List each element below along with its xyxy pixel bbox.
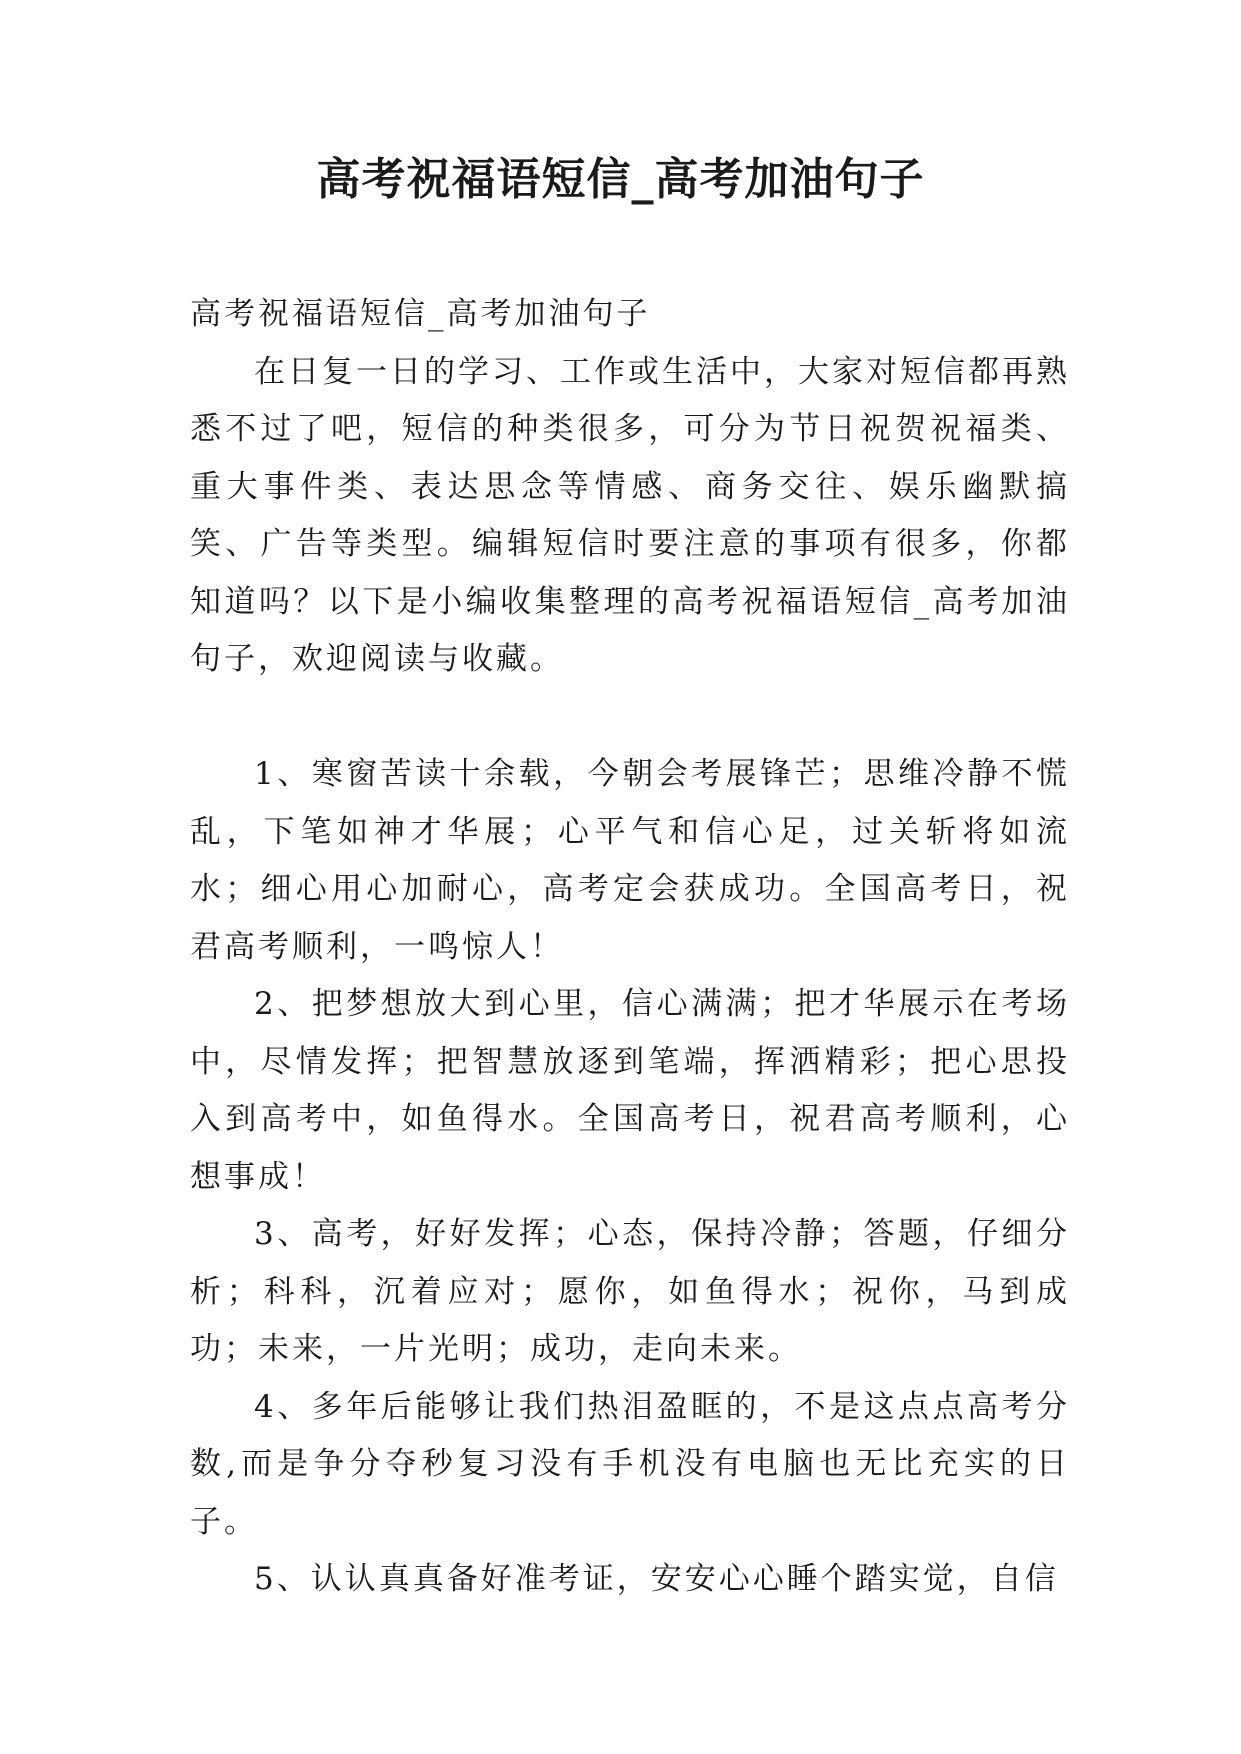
list-item: 2、把梦想放大到心里，信心满满；把才华展示在考场中，尽情发挥；把智慧放逐到笔端，挥洒精彩；把心思投入到高考中，如鱼得水。全国高考日，祝君高考顺利，心想事成！ xyxy=(190,986,1070,1195)
list-item: 3、高考，好好发挥；心态，保持冷静；答题，仔细分析；科科，沉着应对；愿你，如鱼得水；祝你，马到成功；未来，一片光明；成功，走向未来。 xyxy=(190,1216,1070,1367)
list-item: 4、多年后能够让我们热泪盈眶的，不是这点点高考分数,而是争分夺秒复习没有手机没有电脑也无比充实的日子。 xyxy=(190,1388,1070,1540)
list-item: 5、认认真真备好准考证，安安心心睡个踏实觉，自信 xyxy=(254,1561,1059,1597)
document-title: 高考祝福语短信_高考加油句子 xyxy=(316,154,925,205)
document-body xyxy=(190,286,1070,1609)
list-item: 1、寒窗苦读十余载，今朝会考展锋芒；思维冷静不慌乱，下笔如神才华展；心平气和信心足，过关斩将如流水；细心用心加耐心，高考定会获成功。全国高考日，祝君高考顺利，一鸣惊人！ xyxy=(190,756,1070,965)
paragraph-spacer xyxy=(190,689,1070,747)
document-subtitle: 高考祝福语短信_高考加油句子 xyxy=(190,296,651,332)
intro-paragraph: 在日复一日的学习、工作或生活中，大家对短信都再熟悉不过了吧，短信的种类很多，可分为节日祝贺祝福类、重大事件类、表达思念等情感、商务交往、娱乐幽默搞笑、广告等类型。编辑短信时要注意的事项有很多，你都知道吗？以下是小编收集整理的高考祝福语短信_高考加油句子，欢迎阅读与收藏。 xyxy=(190,353,1070,677)
